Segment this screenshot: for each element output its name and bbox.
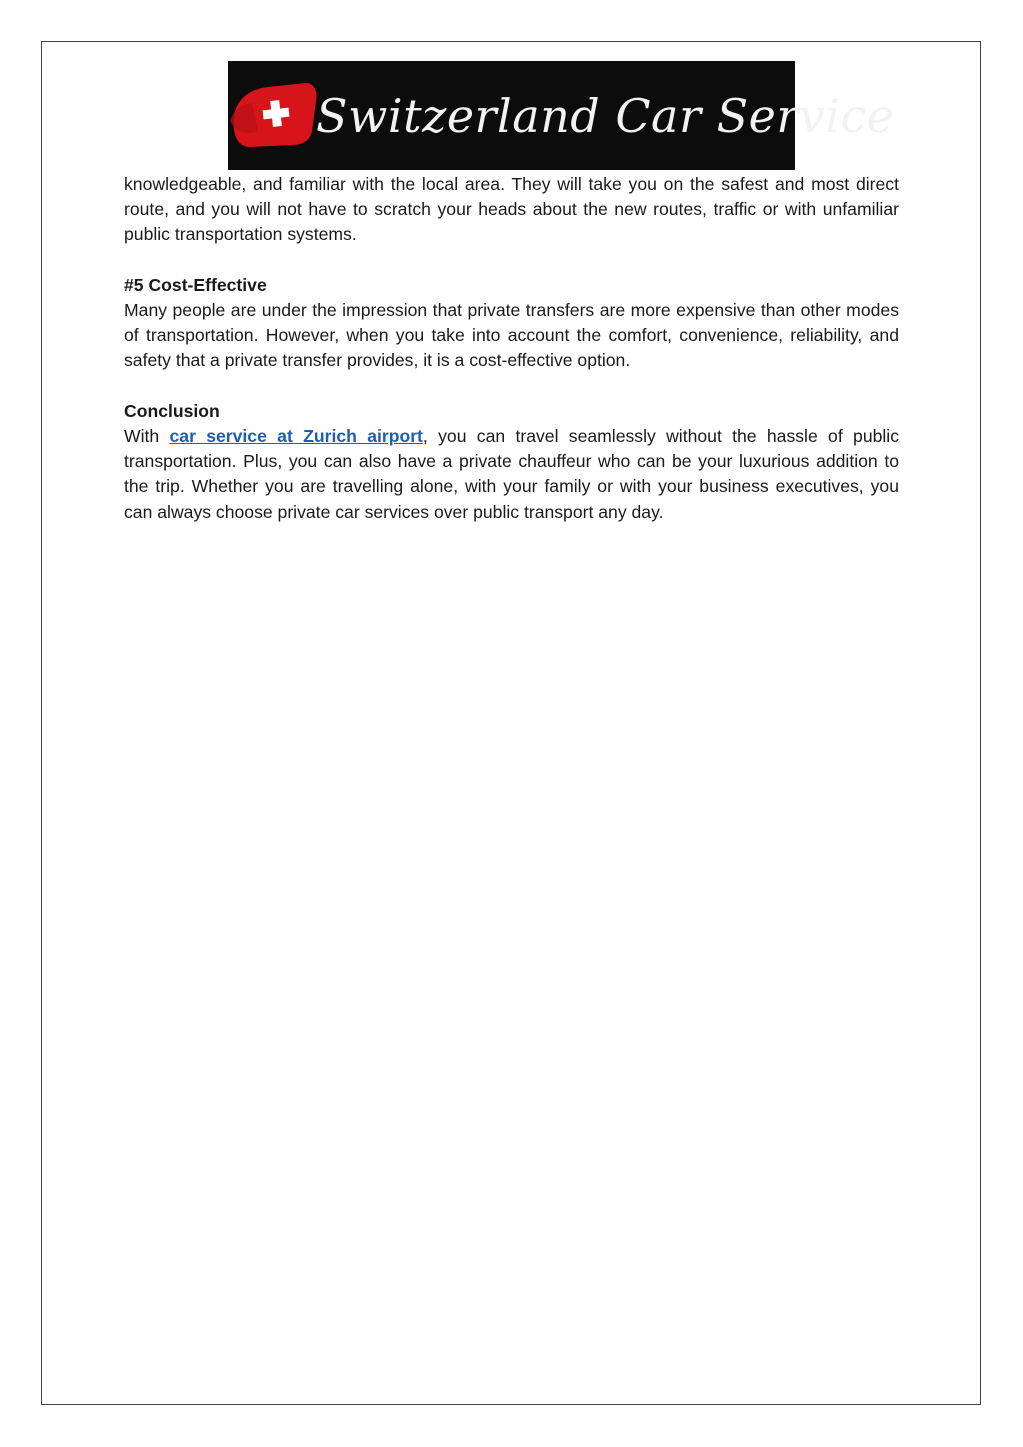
document-body [124,172,899,525]
paragraph-spacer [124,248,899,273]
paragraph-spacer [124,374,899,399]
logo-banner [228,61,895,170]
section-heading-cost-effective: #5 Cost-Effective [124,274,267,295]
conclusion-paragraph [124,424,899,525]
section-heading-conclusion: Conclusion [124,400,220,421]
logo-text: Switzerland Car Service [316,89,895,143]
cost-effective-paragraph: Many people are under the impression that private transfers are more expensive than other modes of transportation. However, when you take into account the comfort, convenience, reliability, and safety that a private transfer provides, it is a cost-effective option. [124,300,899,371]
conclusion-text-after-link: , you can travel seamlessly without the hassle of public transportation. Plus, you can also have a private chauffeur who can be your luxurious addition to the trip. Whether you are travelling alone, with your family or with your business executives, you can always choose private car services over public transport any day. [124,426,900,522]
intro-paragraph: knowledgeable, and familiar with the local area. They will take you on the safest and most direct route, and you will not have to scratch your heads about the new routes, traffic or with unfamiliar public transportation systems. [124,174,899,245]
conclusion-text-before-link: With [124,426,170,446]
zurich-airport-service-link[interactable]: car service at Zurich airport [169,426,423,446]
